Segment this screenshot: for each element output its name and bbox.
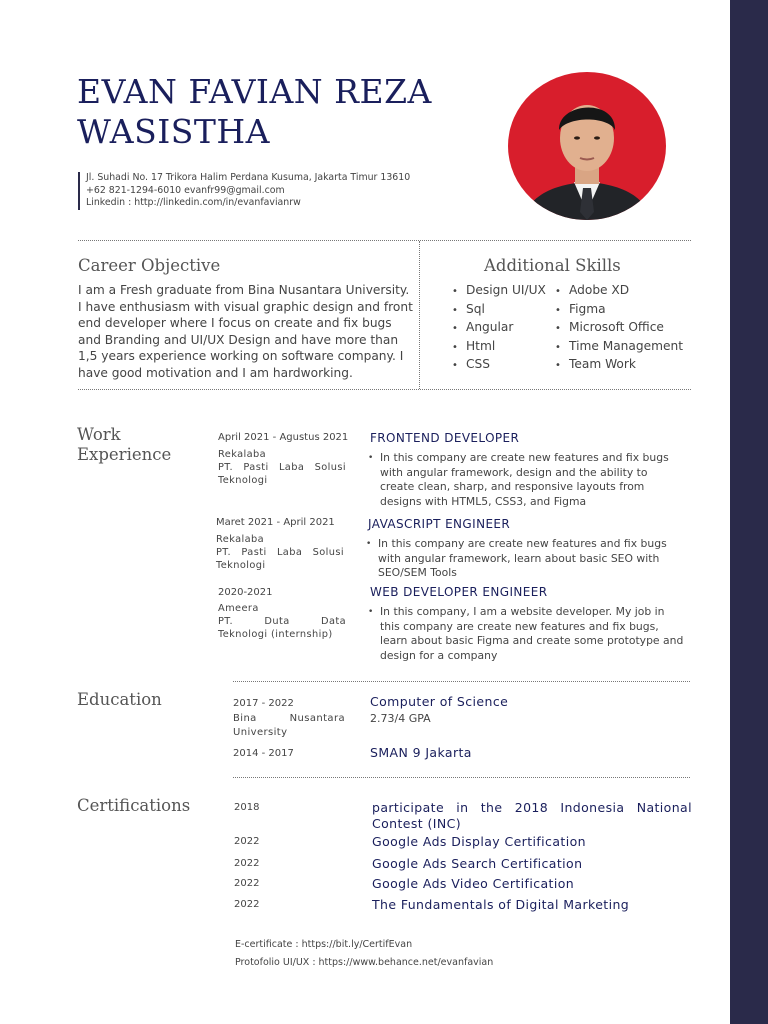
certification-year: 2022 [234,899,260,910]
certification-title: Google Ads Display Certification [372,834,586,849]
education-title: Education [77,690,162,709]
address-text: Jl. Suhadi No. 17 Trikora Halim Perdana Kusuma, Jakarta Timur 13610 [86,172,411,183]
company-line: Rekalaba [216,534,265,545]
skill-item: • CSS [452,356,546,375]
job-role: WEB DEVELOPER ENGINEER [370,585,548,599]
person-portrait-icon [508,72,666,220]
additional-skills-title: Additional Skills [484,256,621,275]
skill-item: • Design UI/UX [452,282,546,301]
career-objective-title: Career Objective [78,256,221,275]
company-line: Ameera [218,603,259,614]
certifications-title: Certifications [77,796,191,815]
divider-top [78,240,691,241]
skill-item: • Html [452,338,546,357]
certification-year: 2018 [234,802,260,813]
name-line-1: EVAN FAVIAN REZA [77,72,432,111]
skill-item: • Time Management [555,338,683,357]
certification-title-line: Contest (INC) [372,815,461,831]
job-date: Maret 2021 - April 2021 [216,517,335,528]
company-line: Teknologi [218,475,268,486]
work-title-line-2: Experience [77,445,172,464]
profile-photo [508,72,666,220]
certification-title-line: participate in the 2018 Indonesia National [372,800,692,815]
certification-year: 2022 [234,836,260,847]
career-objective-text: I am a Fresh graduate from Bina Nusantara University. I have enthusiasm with visual graphic design and front end developer where I focus on create and fix bugs and Branding and UI/UX Design and have more than 1,5 years experience working on software company. I have good motivation and I am hardworking. [78,283,413,380]
certification-title: Google Ads Video Certification [372,876,575,891]
name-line-2: WASISTHA [77,112,270,151]
company-line: PT. Pasti Laba Solusi [216,547,344,558]
job-date: April 2021 - Agustus 2021 [218,432,349,443]
work-title-line-1: Work [77,425,121,444]
certification-year: 2022 [234,878,260,889]
company-line: Teknologi [216,560,266,571]
skill-item: • Microsoft Office [555,319,683,338]
job-company [218,602,346,641]
job-description: • In this company are create new features and fix bugs with angular framework, learn about basic SEO with SEO/SEM Tools [366,537,683,581]
education-school-name: SMAN 9 Jakarta [370,745,472,760]
certification-title: Google Ads Search Certification [372,856,583,871]
school-line: University [233,726,288,738]
work-experience-title [77,425,171,465]
job-company [218,448,346,487]
education-gpa: 2.73/4 GPA [370,712,431,725]
divider-vertical [419,241,420,389]
skill-item: • Team Work [555,356,683,375]
skill-item: • Adobe XD [555,282,683,301]
job-description: • In this company are create new features and fix bugs with angular framework, design and the ability to create clean, sharp, and responsive layouts from designs with HTML5, CSS3, and Figma [368,451,685,509]
job-role: FRONTEND DEVELOPER [370,431,520,445]
candidate-name [77,72,432,152]
ecertificate-link[interactable]: E-certificate : https://bit.ly/CertifEvan [235,939,413,950]
certification-title [372,800,692,831]
education-divider-top [233,681,690,682]
certification-year: 2022 [234,858,260,869]
company-line: PT. Duta Data [218,616,346,627]
job-role: JAVASCRIPT ENGINEER [368,517,511,531]
skills-list-column-1 [452,282,546,375]
school-line: Bina Nusantara [233,713,345,724]
job-description: • In this company, I am a website developer. My job in this company are create new features and fix bugs, learn about basic Figma and create some prototype and design for a company [368,605,685,663]
job-company [216,533,344,572]
skill-item: • Sql [452,301,546,320]
skills-list-column-2 [555,282,683,375]
company-line: Rekalaba [218,449,267,460]
company-line: Teknologi (internship) [218,629,333,640]
right-sidebar-bar [730,0,768,1024]
skill-item: • Angular [452,319,546,338]
education-date: 2014 - 2017 [233,748,294,759]
certification-title: The Fundamentals of Digital Marketing [372,897,630,912]
skill-item: • Figma [555,301,683,320]
contact-block [78,172,410,210]
linkedin-link[interactable]: Linkedin : http://linkedin.com/in/evanfavianrw [86,197,301,208]
phone-email-text[interactable]: +62 821-1294-6010 evanfr99@gmail.com [86,184,285,196]
portfolio-link[interactable]: Protofolio UI/UX : https://www.behance.net/evanfavian [235,957,494,968]
education-major: Computer of Science [370,694,509,709]
education-date: 2017 - 2022 [233,698,294,709]
education-divider-bottom [233,777,690,778]
job-date: 2020-2021 [218,587,273,598]
education-school [233,712,345,739]
company-line: PT. Pasti Laba Solusi [218,462,346,473]
divider-bottom [78,389,691,390]
